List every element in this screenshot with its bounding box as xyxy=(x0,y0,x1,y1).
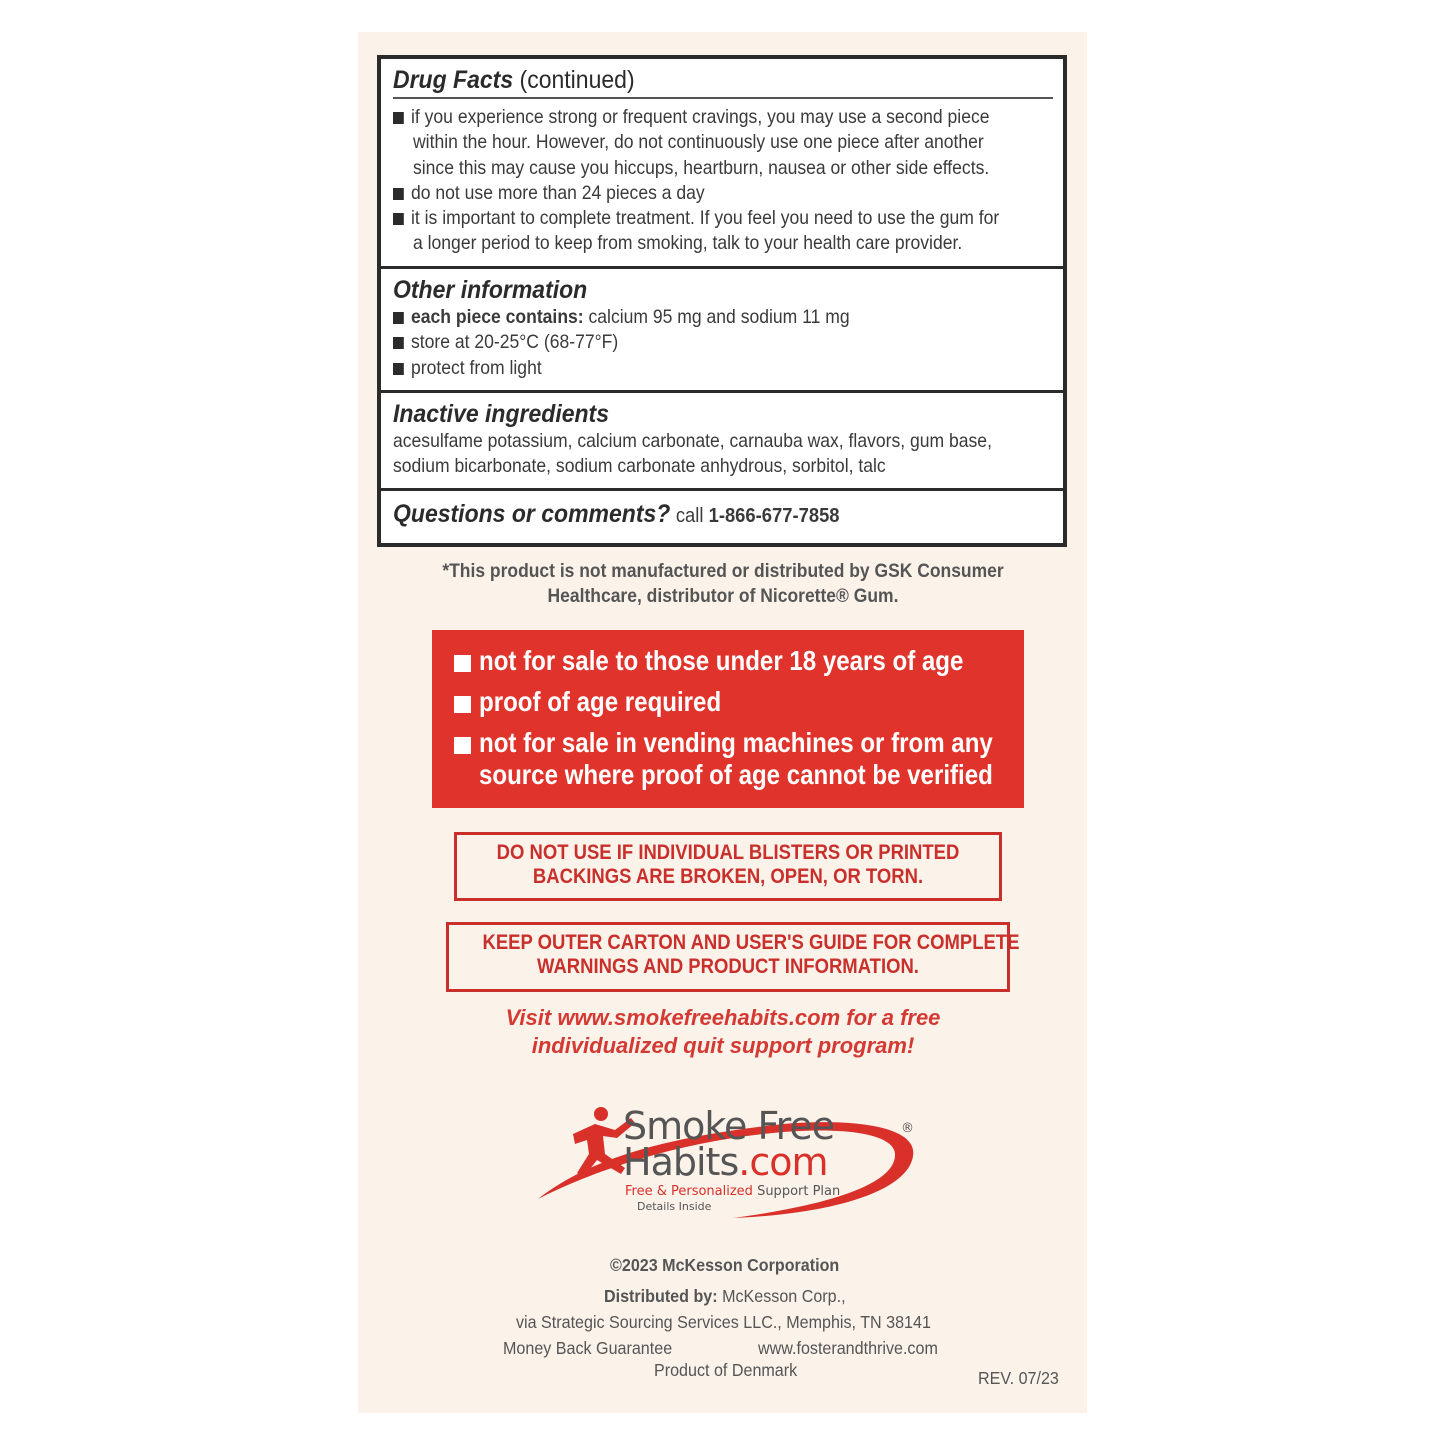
direction-item-cont: a longer period to keep from smoking, talk to your health care provider. xyxy=(413,232,963,255)
info-item: store at 20-25°C (68-77°F) xyxy=(393,330,996,355)
manufacturer-disclaimer xyxy=(424,559,1022,609)
age-warning-item: not for sale to those under 18 years of age xyxy=(479,645,964,676)
call-label: call xyxy=(675,505,704,527)
smoke-free-habits-logo xyxy=(533,1096,923,1236)
drug-facts-heading: Drug Facts xyxy=(393,66,514,94)
copyright: ©2023 McKesson Corporation xyxy=(610,1255,840,1275)
disclaimer-line: Healthcare, distributor of Nicorette® Gum. xyxy=(547,586,899,607)
bullet-square-icon xyxy=(454,737,471,754)
disclaimer-line: *This product is not manufactured or distributed by GSK Consumer xyxy=(442,561,1004,582)
ingredients-line: sodium bicarbonate, sodium carbonate anhydrous, sorbitol, talc xyxy=(393,455,886,478)
other-information-section xyxy=(381,266,1063,393)
age-warning-item-cont: source where proof of age cannot be verified xyxy=(479,759,993,790)
drug-facts-box xyxy=(377,55,1067,547)
info-item-rest: calcium 95 mg and sodium 11 mg xyxy=(583,306,850,328)
age-warning-box xyxy=(432,630,1024,808)
blister-warning-line: DO NOT USE IF INDIVIDUAL BLISTERS OR PRINTED xyxy=(496,841,960,864)
info-item xyxy=(393,305,996,330)
drug-facts-title xyxy=(393,65,1009,95)
distributor-address: via Strategic Sourcing Services LLC., Memphis, TN 38141 xyxy=(516,1312,931,1332)
website-url: www.fosterandthrive.com xyxy=(758,1338,938,1358)
carton-warning-box xyxy=(446,922,1020,992)
bullet-square-icon xyxy=(454,655,471,672)
age-warning-item: proof of age required xyxy=(479,686,722,717)
call-text xyxy=(676,505,840,528)
distributed-by xyxy=(604,1286,846,1307)
tagline-gray: Support Plan xyxy=(752,1184,841,1199)
distributed-by-label: Distributed by: xyxy=(604,1286,718,1306)
blister-warning-line: BACKINGS ARE BROKEN, OPEN, OR TORN. xyxy=(532,865,924,888)
blister-warning-box xyxy=(454,832,1002,901)
phone-number: 1-866-677-7858 xyxy=(708,505,840,527)
direction-item: do not use more than 24 pieces a day xyxy=(393,181,996,206)
carton-warning-line: KEEP OUTER CARTON AND USER'S GUIDE FOR COMPLETE xyxy=(482,931,1020,954)
package-panel xyxy=(358,32,1087,1413)
visit-line: individualized quit support program! xyxy=(531,1033,915,1058)
logo-habits xyxy=(623,1142,828,1182)
inactive-ingredients-section xyxy=(381,390,1063,491)
bullet-square-icon xyxy=(454,696,471,713)
visit-website-text xyxy=(398,1004,1048,1060)
logo-habits-word: Habits xyxy=(623,1140,739,1184)
money-back-guarantee: Money Back Guarantee xyxy=(503,1338,673,1358)
revision-code: REV. 07/23 xyxy=(978,1368,1059,1388)
info-item: protect from light xyxy=(393,356,996,381)
questions-section xyxy=(381,488,1063,546)
direction-item: it is important to complete treatment. If you feel you need to use the gum for xyxy=(393,206,996,231)
distributor-name: McKesson Corp., xyxy=(717,1286,846,1306)
logo-tagline xyxy=(625,1184,840,1199)
visit-line: Visit www.smokefreehabits.com for a free xyxy=(505,1005,941,1030)
direction-item: if you experience strong or frequent cravings, you may use a second piece xyxy=(393,105,996,130)
questions-title: Questions or comments? xyxy=(393,500,671,528)
other-information-title: Other information xyxy=(393,276,588,304)
continued-label: (continued) xyxy=(519,66,635,94)
questions-row xyxy=(393,499,1009,529)
directions-section xyxy=(381,59,1063,266)
registered-mark: ® xyxy=(901,1121,914,1136)
product-origin: Product of Denmark xyxy=(654,1360,798,1380)
direction-item-cont: since this may cause you hiccups, heartburn, nausea or other side effects. xyxy=(413,156,990,179)
logo-smoke-free: Smoke Free xyxy=(623,1104,835,1148)
tagline-red: Free & Personalized xyxy=(625,1184,753,1199)
age-warning-item: not for sale in vending machines or from any xyxy=(479,727,993,758)
logo-dotcom: .com xyxy=(738,1140,828,1184)
ingredients-line: acesulfame potassium, calcium carbonate, carnauba wax, flavors, gum base, xyxy=(393,430,992,452)
carton-warning-line: WARNINGS AND PRODUCT INFORMATION. xyxy=(537,955,919,978)
info-item-bold: each piece contains: xyxy=(411,306,584,328)
title-rule xyxy=(393,97,1053,99)
logo-details: Details Inside xyxy=(637,1200,712,1213)
inactive-ingredients-title: Inactive ingredients xyxy=(393,400,610,428)
direction-item-cont: within the hour. However, do not continuously use one piece after another xyxy=(413,131,984,154)
